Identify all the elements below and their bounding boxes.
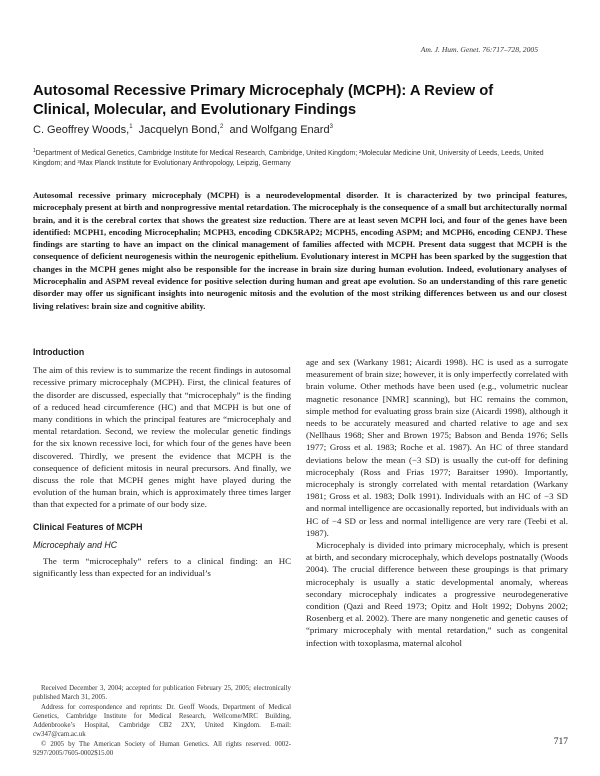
section-heading-clinical-features: Clinical Features of MCPH xyxy=(33,521,143,532)
intro-paragraph: The aim of this review is to summarize the recent findings in autosomal recessive primary microcephaly (MCPH). First, the clinical features of the disorder are discussed, especially that “microcephaly” is the finding of a reduced head circumference (HC) and that MCPH is but one of many conditions in which the principal features are “microcephaly and mental retardation. Second, we review the molecular genetic findings for the six known recessive loci, for which four of the genes have been discovered. Thirdly, we present the evidence that MCPH is the consequence of deficient mitosis in neural precursors. And finally, we discuss the role that MCPH genes might have played during the evolution of the human brain, which is approximately three times larger than that expected for a primate of our body size. xyxy=(33,365,291,510)
right-column xyxy=(306,356,568,649)
author-name: and Wolfgang Enard xyxy=(229,124,330,136)
left-column xyxy=(33,346,291,579)
author-affiliation-mark: 2 xyxy=(220,124,224,130)
article-title: Autosomal Recessive Primary Microcephaly (MCPH): A Review of Clinical, Molecular, and Evolutionary Findings xyxy=(33,83,494,118)
affiliations xyxy=(33,146,573,169)
affiliation-mark: 1 xyxy=(33,148,36,154)
subsection-heading-microcephaly: Microcephaly and HC xyxy=(33,539,118,550)
author-name: Jacquelyn Bond, xyxy=(138,124,221,136)
footnote-address: Address for correspondence and reprints: Dr. Geoff Woods, Department of Medical Genetics, Cambridge Institute for Medical Research, Wellcome/MRC Building, Addenbrooke’s Hospital, Cambridge CB2 2XY, United Kingdom. E-mail: cw347@cam.ac.uk xyxy=(33,703,291,739)
author-name: C. Geoffrey Woods, xyxy=(33,124,130,136)
footnote-copyright: © 2005 by The American Society of Human Genetics. All rights reserved. 0002-9297/2005/7605-0002$15.00 xyxy=(33,740,291,758)
body-paragraph: age and sex (Warkany 1981; Aicardi 1998). HC is used as a surrogate measurement of brain size; however, it is only imperfectly correlated with brain volume. Other methods have been used (e.g., volumetric nuclear magnetic resonance [NMR] scanning), but HC remains the common, simple method for evaluating gross brain size (Aicardi 1998), although it needs to be accurately measured and charted relative to age and sex (Nellhaus 1968; Sher and Brown 1975; Babson and Benda 1976; Sells 1977; Gross et al. 1983; Roche et al. 1987). An HC of three standard deviations below the mean (−3 SD) is usually the cut-off for defining microcephaly (Ross and Frias 1977; Baraitser 1990). Importantly, microcephaly is strongly correlated with mental retardation (Warkany 1981; Gross et al. 1983; Dolk 1991). Individuals with an HC of −3 SD and normal intelligence are occasionally reported, but individuals with an HC of −4 SD or less and normal intelligence are very rare (Teebi et al. 1987). xyxy=(306,357,568,538)
author-affiliation-mark: 3 xyxy=(329,124,333,130)
body-paragraph: Microcephaly is divided into primary microcephaly, which is present at birth, and secondary microcephaly, which develops postnatally (Woods 2004). The crucial difference between these groupings is that primary microcephaly is usually a static developmental anomaly, whereas secondary microcephaly indicates a progressive neurodegenerative condition (Qazi and Reed 1973; Opitz and Holt 1992; Dobyns 2002; Rosenberg et al. 2002). There are many nongenetic and genetic causes of “primary microcephaly with mental retardation,” such as congenital infection with toxoplasma, maternal alcohol xyxy=(306,540,568,648)
author-list xyxy=(33,124,333,136)
page-number: 717 xyxy=(553,737,568,747)
footnotes xyxy=(33,684,291,758)
affiliations-text: Department of Medical Genetics, Cambridge Institute for Medical Research, Cambridge, United Kingdom; ²Molecular Medicine Unit, University of Leeds, Leeds, United Kingdom; and ³Max Planck Institute for Evolutionary Anthropology, Leipzig, Germany xyxy=(33,150,544,167)
section-heading-introduction: Introduction xyxy=(33,347,85,357)
microcephaly-paragraph: The term “microcephaly” refers to a clinical finding: an HC significantly less than expected for an individual’s xyxy=(33,556,291,579)
footnote-received: Received December 3, 2004; accepted for publication February 25, 2005; electronically published March 31, 2005. xyxy=(33,685,291,702)
journal-citation: Am. J. Hum. Genet. 76:717–728, 2005 xyxy=(420,45,538,54)
author-affiliation-mark: 1 xyxy=(129,124,133,130)
abstract: Autosomal recessive primary microcephaly (MCPH) is a neurodevelopmental disorder. It is characterized by two principal features, microcephaly present at birth and nonprogressive mental retardation. The microcephaly is the consequence of a small but architecturally normal brain, and it is the cerebral cortex that shows the greatest size reduction. There are at least seven MCPH loci, and four of the genes have been identified: MCPH1, encoding Microcephalin; MCPH3, encoding CDK5RAP2; MCPH5, encoding ASPM; and MCPH6, encoding CENPJ. These findings are starting to have an impact on the clinical management of families affected with MCPH. Present data suggest that MCPH is the consequence of deficient neurogenesis within the neurogenic epithelium. Evolutionary interest in MCPH has been sparked by the suggestion that changes in the MCPH genes might also be responsible for the increase in brain size during human evolution. Indeed, evolutionary analyses of Microcephalin and ASPM reveal evidence for positive selection during human and great ape evolution. So an understanding of this rare genetic disorder may offer us significant insights into neurogenic mitosis and the evolution of the most striking differences between us and our closest living relatives: brain size and cognitive ability. xyxy=(33,190,567,311)
